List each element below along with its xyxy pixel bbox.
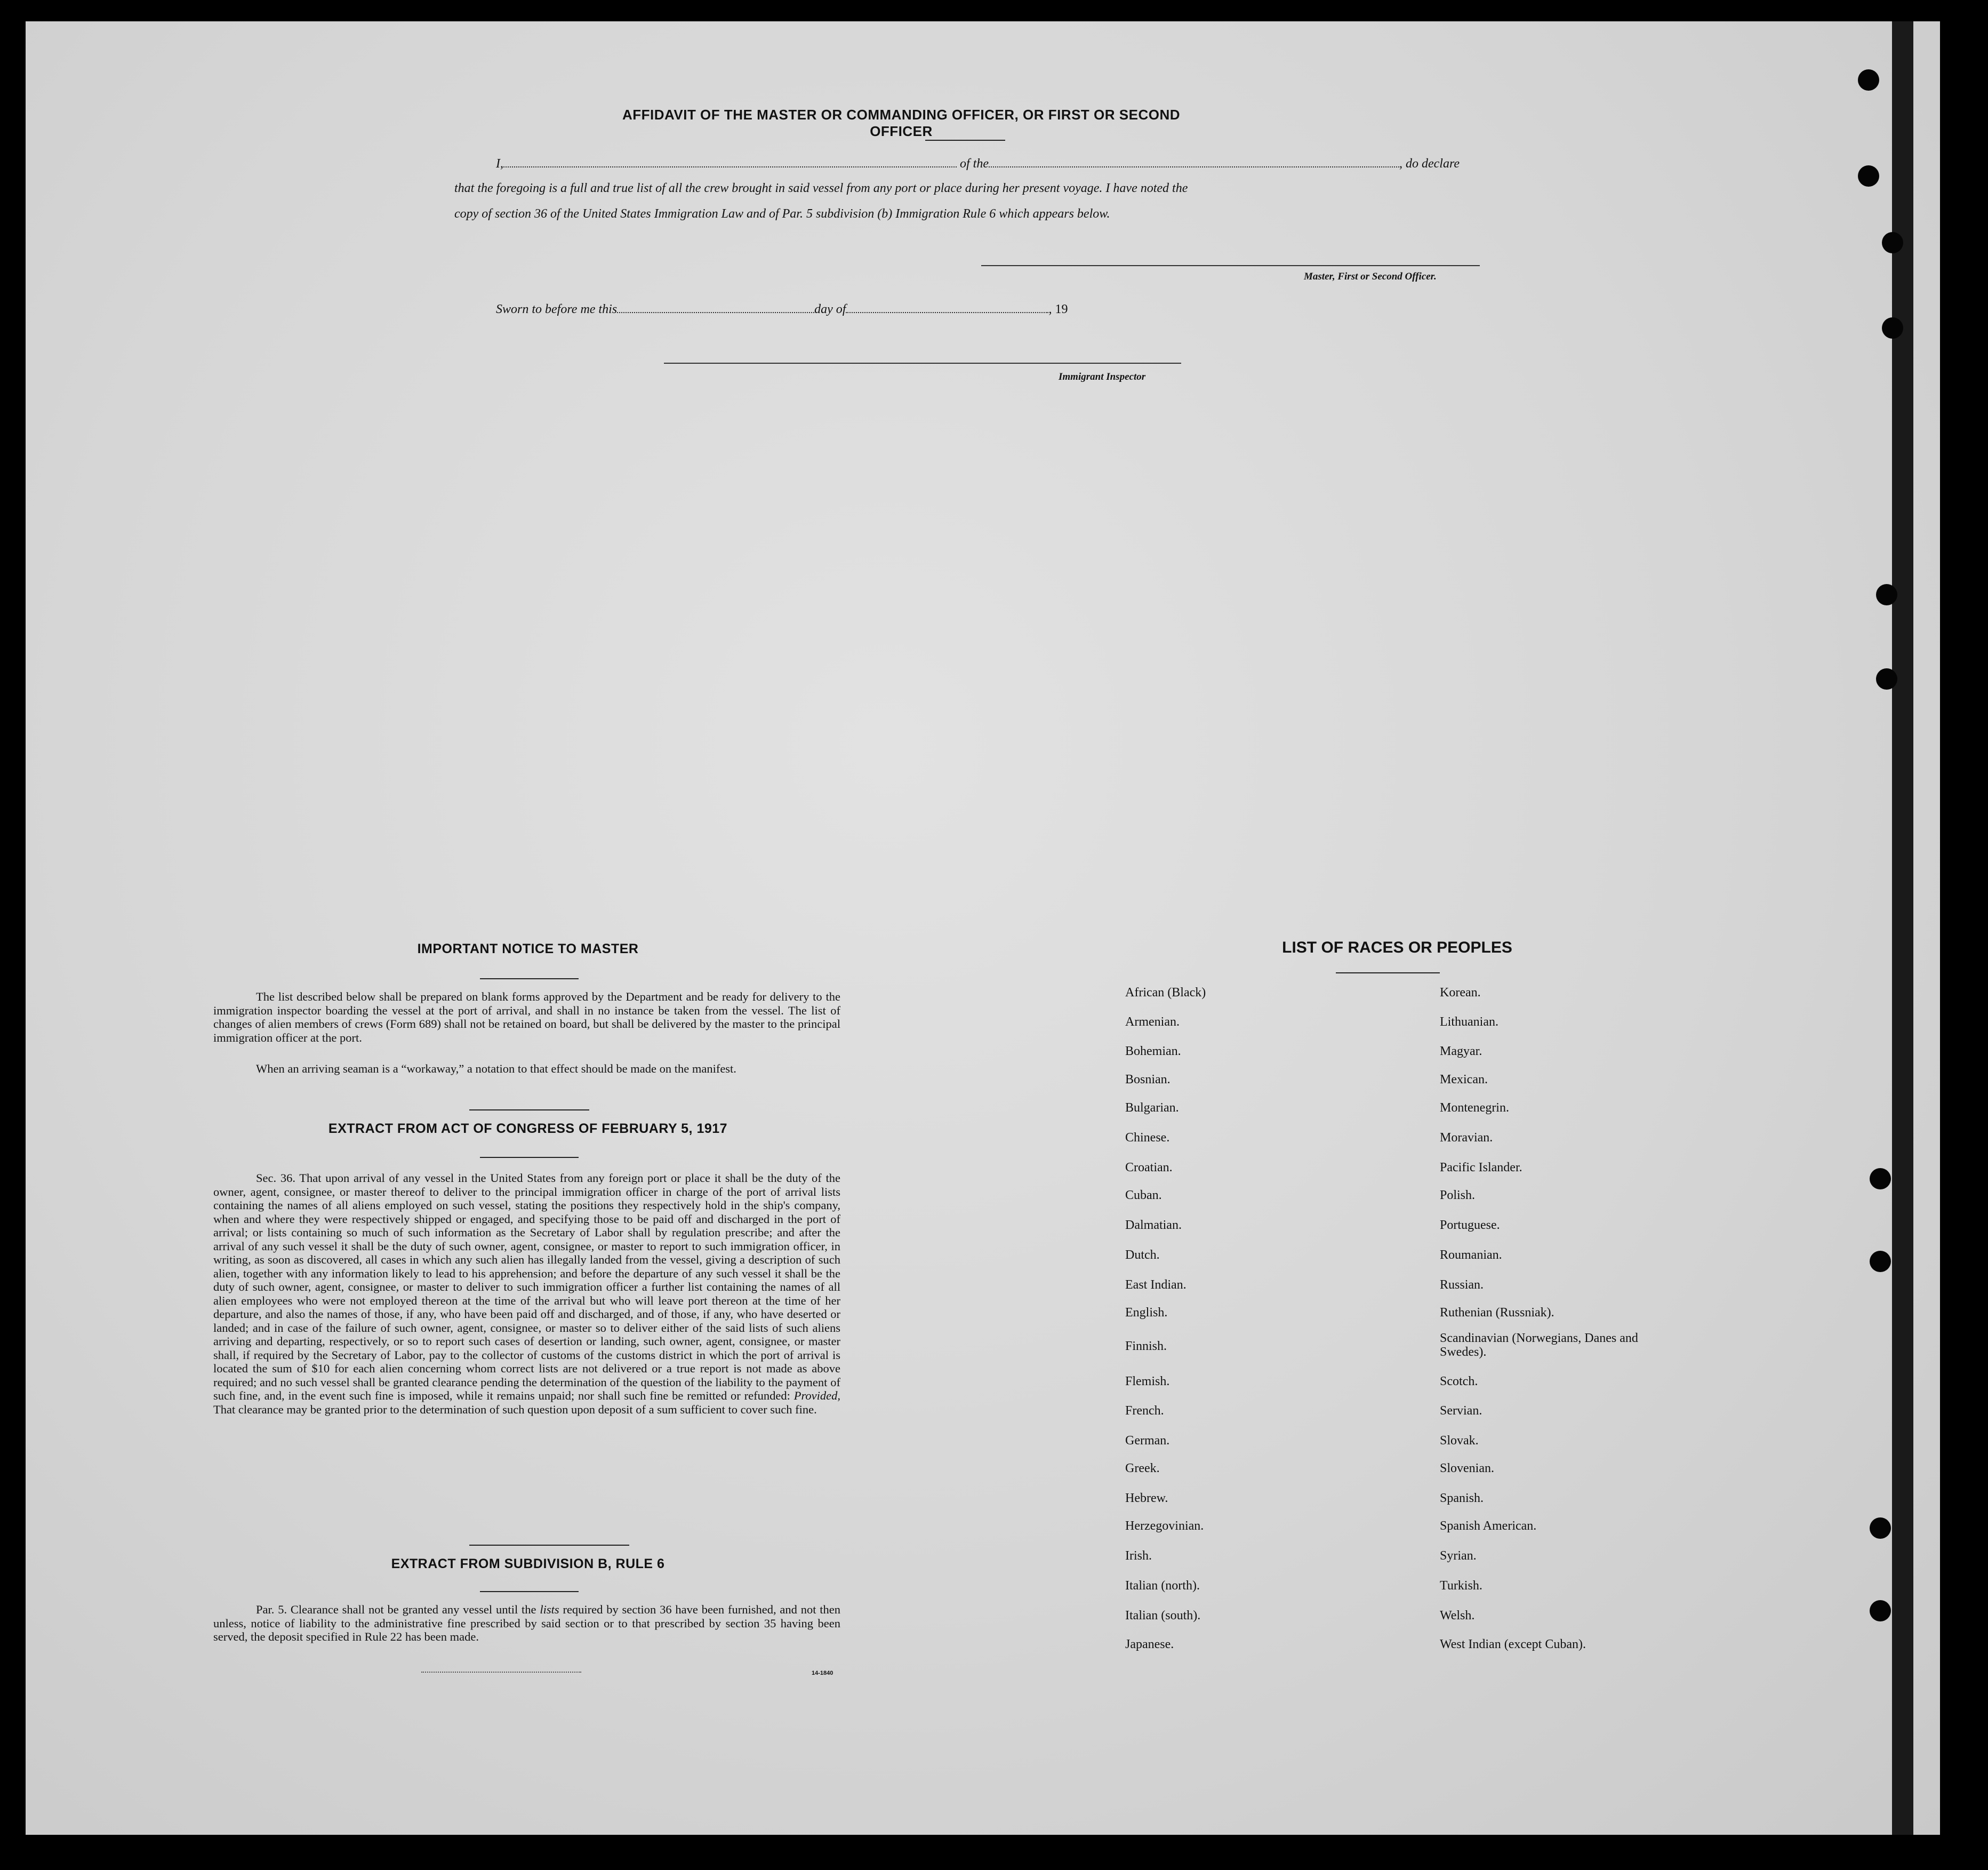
race-item: Slovak. [1440,1434,1479,1448]
races-divider [1336,972,1440,973]
race-item: Korean. [1440,986,1481,1000]
punch-hole [1876,668,1897,690]
sworn-line [496,301,1068,317]
declarant-prefix: I, [496,157,503,171]
race-item: Mexican. [1440,1073,1488,1086]
race-item: Servian. [1440,1404,1482,1418]
rule-text-start: Par. 5. Clearance shall not be granted any vessel until the [256,1603,536,1616]
rule-extract-text [213,1603,840,1644]
affidavit-line-2: that the foregoing is a full and true list of all the crew brought in said vessel from any port or place during her present voyage. I have noted the [454,181,1188,195]
lists-word: lists [540,1603,559,1616]
section-body-end: That clearance may be granted prior to the determination of such question upon deposit of a sum sufficient to cover such fine. [213,1402,817,1416]
race-item: Dalmatian. [1125,1218,1182,1232]
race-item: Magyar. [1440,1044,1482,1058]
race-item: Chinese. [1125,1131,1170,1145]
affidavit-line-1 [496,156,1460,171]
race-item: Portuguese. [1440,1218,1500,1232]
race-item: Herzegovinian. [1125,1519,1204,1533]
punch-hole [1870,1600,1891,1621]
race-item: English. [1125,1306,1168,1320]
race-item: Dutch. [1125,1248,1160,1262]
races-heading: LIST OF RACES OR PEOPLES [1282,939,1512,956]
title-divider [925,140,1005,141]
affidavit-line-3: copy of section 36 of the United States Immigration Law and of Par. 5 subdivision (b) Immigration Rule 6 which appears below. [454,207,1110,221]
act-extract-text [213,1171,840,1416]
race-item: Japanese. [1125,1637,1174,1651]
race-item: Armenian. [1125,1015,1180,1029]
race-item: Ruthenian (Russniak). [1440,1306,1554,1320]
race-item: German. [1125,1434,1170,1448]
race-item: Finnish. [1125,1339,1167,1353]
affidavit-title: AFFIDAVIT OF THE MASTER OR COMMANDING OFFICER, OR FIRST OR SECOND OFFICER [622,107,1180,139]
race-item: Spanish American. [1440,1519,1537,1533]
race-item: Lithuanian. [1440,1015,1498,1029]
race-item: Bosnian. [1125,1073,1171,1086]
punch-hole [1882,317,1903,339]
section-divider [469,1545,629,1546]
race-item: Italian (north). [1125,1579,1200,1593]
sworn-day-of: day of [814,302,846,316]
provided-word: Provided, [793,1389,840,1402]
race-item: Irish. [1125,1549,1152,1563]
race-item: Bohemian. [1125,1044,1181,1058]
punch-hole [1858,165,1879,187]
sworn-prefix: Sworn to before me this [496,302,618,316]
race-item: Moravian. [1440,1131,1493,1145]
sworn-year-prefix: , 19 [1048,302,1068,316]
rule-extract-heading: EXTRACT FROM SUBDIVISION B, RULE 6 [391,1556,665,1571]
section-body: That upon arrival of any vessel in the United States from any foreign port or place it shall be the duty of the owner, agent, consignee, or master thereof to deliver to the principal immigration officer in charge of the port of arrival lists containing the names of all aliens employed on such vessel, stating the positions they respectively hold in the ship's company, when and where they were respectively shipped or engaged, and specifying those to be paid off and discharged in the port of arrival; or lists containing so much of such information as the Secretary of Labor shall by regulation prescribe; and after the arrival of any such vessel it shall be the duty of such owner, agent, consignee, or master to report to such immigration officer, in writing, as soon as discovered, all cases in which any such alien has illegally landed from the vessel, giving a description of such alien, together with any information likely to lead to his apprehension; and before the departure of any such vessel it shall be the duty of such owner, agent, consignee, or master to deliver to such immigration officer a further list containing the names of all alien employees who were not employed thereon at the time of the arrival but who will leave port thereon at the time of her departure, and also the names of those, if any, who have been paid off and discharged, and of those, if any, who have deserted or landed; and in case of the failure of such owner, agent, consignee, or master so to deliver either of the said lists of such aliens arriving and departing, respectively, or so to report such cases of desertion or landing, such owner, agent, consignee, or master shall, if required by the Secretary of Labor, pay to the collector of customs of the customs district in which the port of arrival is located the sum of $10 for each alien concerning whom correct lists are not delivered or a true report is not made as above required; and no such vessel shall be granted clearance pending the determination of the question of the liability to the payment of such fine, and, in the event such fine is imposed, while it remains unpaid; nor shall such fine be remitted or refunded: [213,1171,840,1402]
race-item: Syrian. [1440,1549,1477,1563]
form-number: 14-1840 [812,1670,833,1676]
race-item: Roumanian. [1440,1248,1502,1262]
race-item: Welsh. [1440,1609,1475,1623]
race-item: West Indian (except Cuban). [1440,1637,1586,1651]
race-item: Italian (south). [1125,1609,1201,1623]
notice-divider [480,978,579,979]
footer-dots [421,1672,581,1673]
race-item: Hebrew. [1125,1491,1168,1505]
race-item: French. [1125,1404,1164,1418]
race-item: Turkish. [1440,1579,1482,1593]
punch-hole [1870,1168,1891,1189]
punch-hole [1882,232,1903,253]
declare-suffix: , do declare [1399,157,1460,171]
sworn-day-field[interactable] [617,301,814,313]
punch-hole [1858,69,1879,91]
notice-heading: IMPORTANT NOTICE TO MASTER [417,941,639,956]
race-item: Polish. [1440,1188,1476,1202]
sworn-month-field[interactable] [846,301,1048,313]
race-item: East Indian. [1125,1278,1187,1292]
punch-hole [1870,1517,1891,1539]
race-item: Greek. [1125,1461,1160,1475]
race-item: Slovenian. [1440,1461,1494,1475]
rule-divider [480,1591,579,1592]
vessel-prefix: of the [960,157,989,171]
punch-hole [1876,584,1897,605]
notice-paragraph-2: When an arriving seaman is a “workaway,” a notation to that effect should be made on the manifest. [256,1062,736,1075]
act-extract-heading: EXTRACT FROM ACT OF CONGRESS OF FEBRUARY 5, 1917 [328,1121,728,1136]
race-item: Pacific Islander. [1440,1161,1522,1174]
section-divider [469,1109,589,1110]
master-signature-label: Master, First or Second Officer. [1304,271,1437,282]
master-signature-line[interactable] [981,265,1480,266]
inspector-signature-line[interactable] [664,363,1181,364]
race-item: Flemish. [1125,1374,1170,1388]
race-item: Spanish. [1440,1491,1484,1505]
binding-edge [1892,21,1913,1835]
punch-hole [1870,1251,1891,1272]
inspector-signature-label: Immigrant Inspector [1059,371,1146,382]
race-item: African (Black) [1125,986,1206,1000]
rule-text-end: required by section 36 have been furnished, and not then unless, notice of liability to the administrative fine prescribed by said section or to that prescribed by section 35 having been served, the deposit specified in Rule 22 has been made. [213,1603,841,1643]
race-item: Scotch. [1440,1374,1478,1388]
race-item: Russian. [1440,1278,1484,1292]
race-item: Cuban. [1125,1188,1162,1202]
section-label: Sec. 36. [256,1171,295,1185]
race-item: Montenegrin. [1440,1101,1509,1115]
notice-paragraph-1: The list described below shall be prepared on blank forms approved by the Department and be ready for delivery to the immigration inspector boarding the vessel at the port of arrival, and shall in no instance be taken from the vessel. The list of changes of alien members of crews (Form 689) shall not be retained on board, but shall be delivered by the master to the principal immigration officer at the port. [213,990,840,1044]
race-item: Croatian. [1125,1161,1173,1174]
act-divider [480,1157,579,1158]
race-item: Scandinavian (Norwegians, Danes and Swedes). [1440,1331,1638,1359]
race-item: Bulgarian. [1125,1101,1179,1115]
declarant-name-field[interactable] [503,156,957,167]
vessel-name-field[interactable] [989,156,1399,167]
